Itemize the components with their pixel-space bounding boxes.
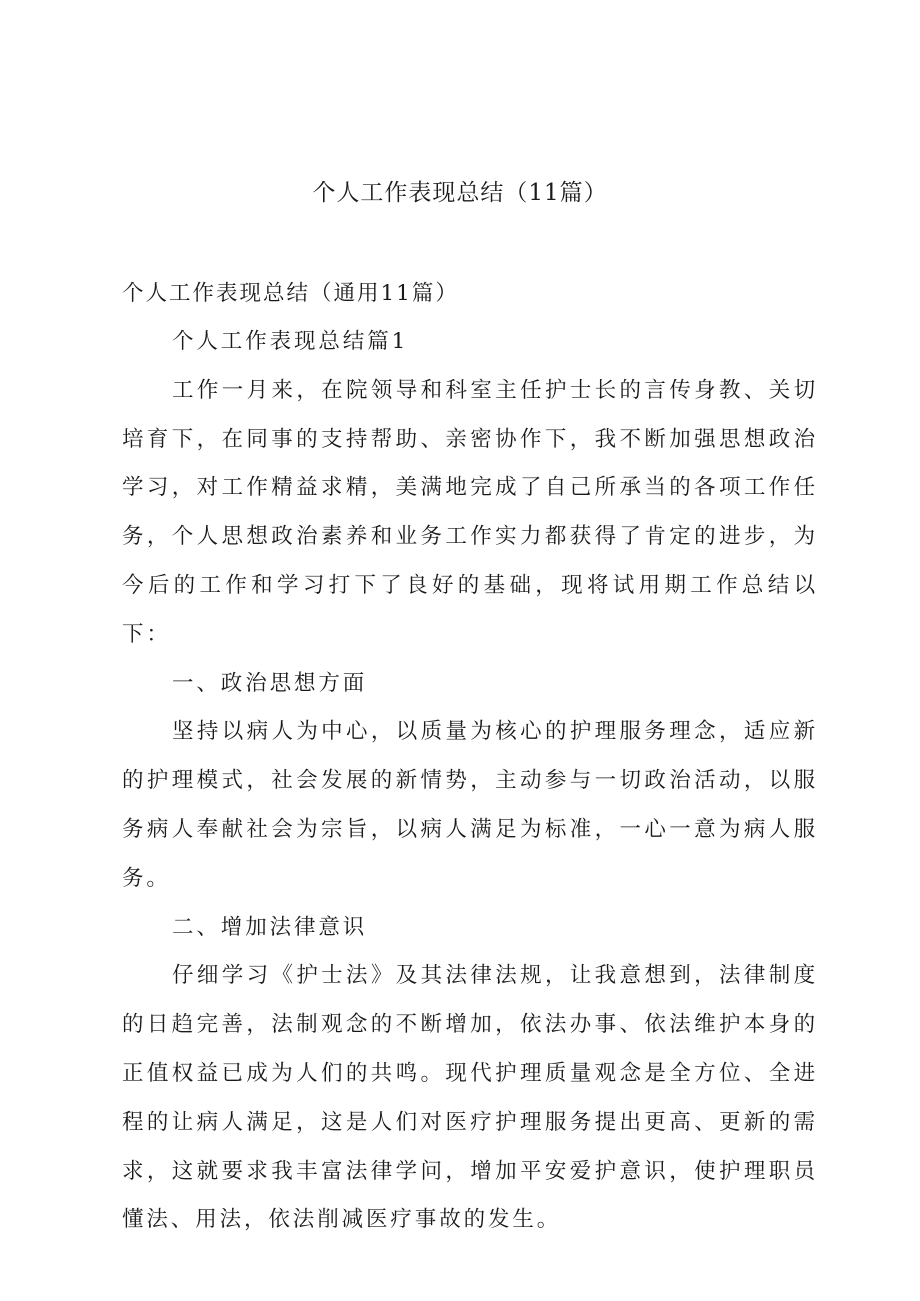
paragraph-law: 仔细学习《护士法》及其法律法规，让我意想到，法律制度的日趋完善，法制观念的不断增加，依法办事、依法维护本身的正值权益已成为人们的共鸣。现代护理质量观念是全方位、全进程的让病人满足，这是人们对医疗护理服务提出更高、更新的需求，这就要求我丰富法律学问，增加平安爱护意识，使护理职员懂法、用法，依法削减医疗事故的发生。 [122,963,818,1233]
section-heading-law: 二、增加法律意识 [172,914,368,940]
document-subtitle: 个人工作表现总结（通用11篇） [122,281,459,306]
document-title: 个人工作表现总结（11篇） [312,180,608,206]
section-heading-political: 一、政治思想方面 [172,670,368,696]
paragraph-political: 坚持以病人为中心，以质量为核心的护理服务理念，适应新的护理模式，社会发展的新情势，主动参与一切政治活动，以服务病人奉献社会为宗旨，以病人满足为标准，一心一意为病人服务。 [122,719,818,891]
section-heading-1: 个人工作表现总结篇1 [172,329,409,354]
document-body [122,318,818,1245]
paragraph-intro: 工作一月来，在院领导和科室主任护士长的言传身教、关切培育下，在同事的支持帮助、亲密协作下，我不断加强思想政治学习，对工作精益求精，美满地完成了自己所承当的各项工作任务，个人思想政治素养和业务工作实力都获得了肯定的进步，为今后的工作和学习打下了良好的基础，现将试用期工作总结以下： [122,377,818,647]
